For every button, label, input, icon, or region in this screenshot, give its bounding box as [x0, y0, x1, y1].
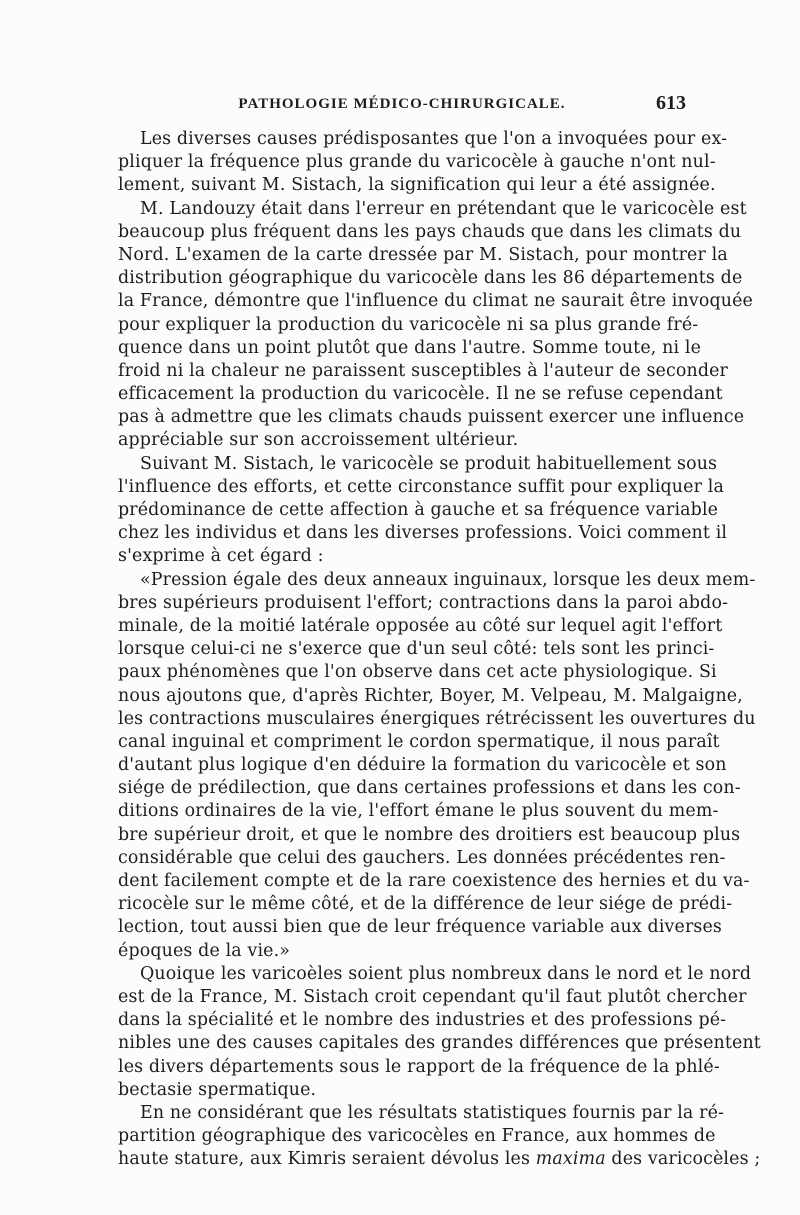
- text-line: époques de la vie.»: [118, 940, 291, 961]
- text-line: pliquer la fréquence plus grande du varicocèle à gauche n'ont nul-: [118, 152, 716, 173]
- text-line: pas à admettre que les climats chauds puissent exercer une influence: [118, 407, 745, 428]
- text-line: distribution géographique du varicocèle dans les 86 départements de: [118, 268, 743, 289]
- text-line: ricocèle sur le même côté, et de la différence de leur siége de prédi-: [118, 894, 733, 915]
- body-text: [118, 128, 761, 1171]
- text-line: les divers départements sous le rapport de la fréquence de la phlé-: [118, 1056, 720, 1077]
- text-line: En ne considérant que les résultats statistiques fournis par la ré-: [140, 1102, 725, 1123]
- text-line: «Pression égale des deux anneaux inguinaux, lorsque les deux mem-: [140, 569, 756, 590]
- text-segment: haute stature, aux Kimris seraient dévolus les: [118, 1149, 536, 1170]
- text-line: les contractions musculaires énergiques rétrécissent les ouvertures du: [118, 708, 756, 729]
- text-line: siége de prédilection, que dans certaines professions et dans les con-: [118, 778, 741, 799]
- text-line: considérable que celui des gauchers. Les données précédentes ren-: [118, 847, 726, 868]
- text-line: lorsque celui-ci ne s'exerce que d'un seul côté: tels sont les princi-: [118, 639, 715, 660]
- text-line: s'exprime à cet égard :: [118, 546, 324, 567]
- text-line: ditions ordinaires de la vie, l'effort émane le plus souvent du mem-: [118, 801, 719, 822]
- text-line: paux phénomènes que l'on observe dans cet acte physiologique. Si: [118, 662, 717, 683]
- text-line: nous ajoutons que, d'après Richter, Boyer, M. Velpeau, M. Malgaigne,: [118, 685, 743, 706]
- text-line: l'influence des efforts, et cette circonstance suffit pour expliquer la: [118, 476, 724, 497]
- text-line: partition géographique des varicocèles en France, aux hommes de: [118, 1126, 716, 1147]
- text-line: la France, démontre que l'influence du climat ne saurait être invoquée: [118, 291, 753, 312]
- text-line: est de la France, M. Sistach croit cependant qu'il faut plutôt chercher: [118, 986, 747, 1007]
- running-head: [118, 92, 686, 120]
- text-line: prédominance de cette affection à gauche et sa fréquence variable: [118, 500, 719, 520]
- text-line: pour expliquer la production du varicocèle ni sa plus grande fré-: [118, 314, 699, 335]
- text-line: froid ni la chaleur ne paraissent susceptibles à l'auteur de seconder: [118, 360, 729, 381]
- page-number: 613: [656, 92, 686, 114]
- text-line: beaucoup plus fréquent dans les pays chauds que dans les climats du: [118, 221, 742, 242]
- text-line: nibles une des causes capitales des grandes différences que présentent: [118, 1033, 761, 1054]
- running-title: PATHOLOGIE MÉDICO-CHIRURGICALE.: [238, 96, 566, 112]
- text-line: Les diverses causes prédisposantes que l'on a invoquées pour ex-: [140, 129, 728, 149]
- text-line: Nord. L'examen de la carte dressée par M. Sistach, pour montrer la: [118, 244, 728, 265]
- text-line: M. Landouzy était dans l'erreur en prétendant que le varicocèle est: [140, 198, 747, 219]
- italic-word: maxima: [535, 1149, 606, 1170]
- text-line: efficacement la production du varicocèle. Il ne se refuse cependant: [118, 384, 723, 405]
- text-line: bectasie spermatique.: [118, 1079, 317, 1100]
- text-line: appréciable sur son accroissement ultérieur.: [118, 430, 519, 451]
- text-line: lement, suivant M. Sistach, la signification qui leur a été assignée.: [118, 175, 716, 196]
- text-line: canal inguinal et compriment le cordon spermatique, il nous paraît: [118, 731, 720, 752]
- text-line: lection, tout aussi bien que de leur fréquence variable aux diverses: [118, 917, 723, 938]
- text-line: bres supérieurs produisent l'effort; contractions dans la paroi abdo-: [118, 592, 729, 613]
- text-line: Suivant M. Sistach, le varicocèle se produit habituellement sous: [140, 453, 718, 474]
- text-line-last: [118, 1148, 761, 1171]
- text-line: quence dans un point plutôt que dans l'autre. Somme toute, ni le: [118, 337, 702, 358]
- text-line: chez les individus et dans les diverses professions. Voici comment il: [118, 523, 728, 544]
- text-line: d'autant plus logique d'en déduire la formation du varicocèle et son: [118, 755, 727, 776]
- text-line: dent facilement compte et de la rare coexistence des hernies et du va-: [118, 871, 750, 891]
- text-line: bre supérieur droit, et que le nombre des droitiers est beaucoup plus: [118, 824, 741, 845]
- text-line: minale, de la moitié latérale opposée au côté sur lequel agit l'effort: [118, 615, 723, 636]
- text-line: dans la spécialité et le nombre des industries et des professions pé-: [118, 1010, 727, 1031]
- text-line: Quoique les varicoèles soient plus nombreux dans le nord et le nord: [140, 963, 752, 984]
- text-segment: des varicocèles ;: [605, 1149, 761, 1170]
